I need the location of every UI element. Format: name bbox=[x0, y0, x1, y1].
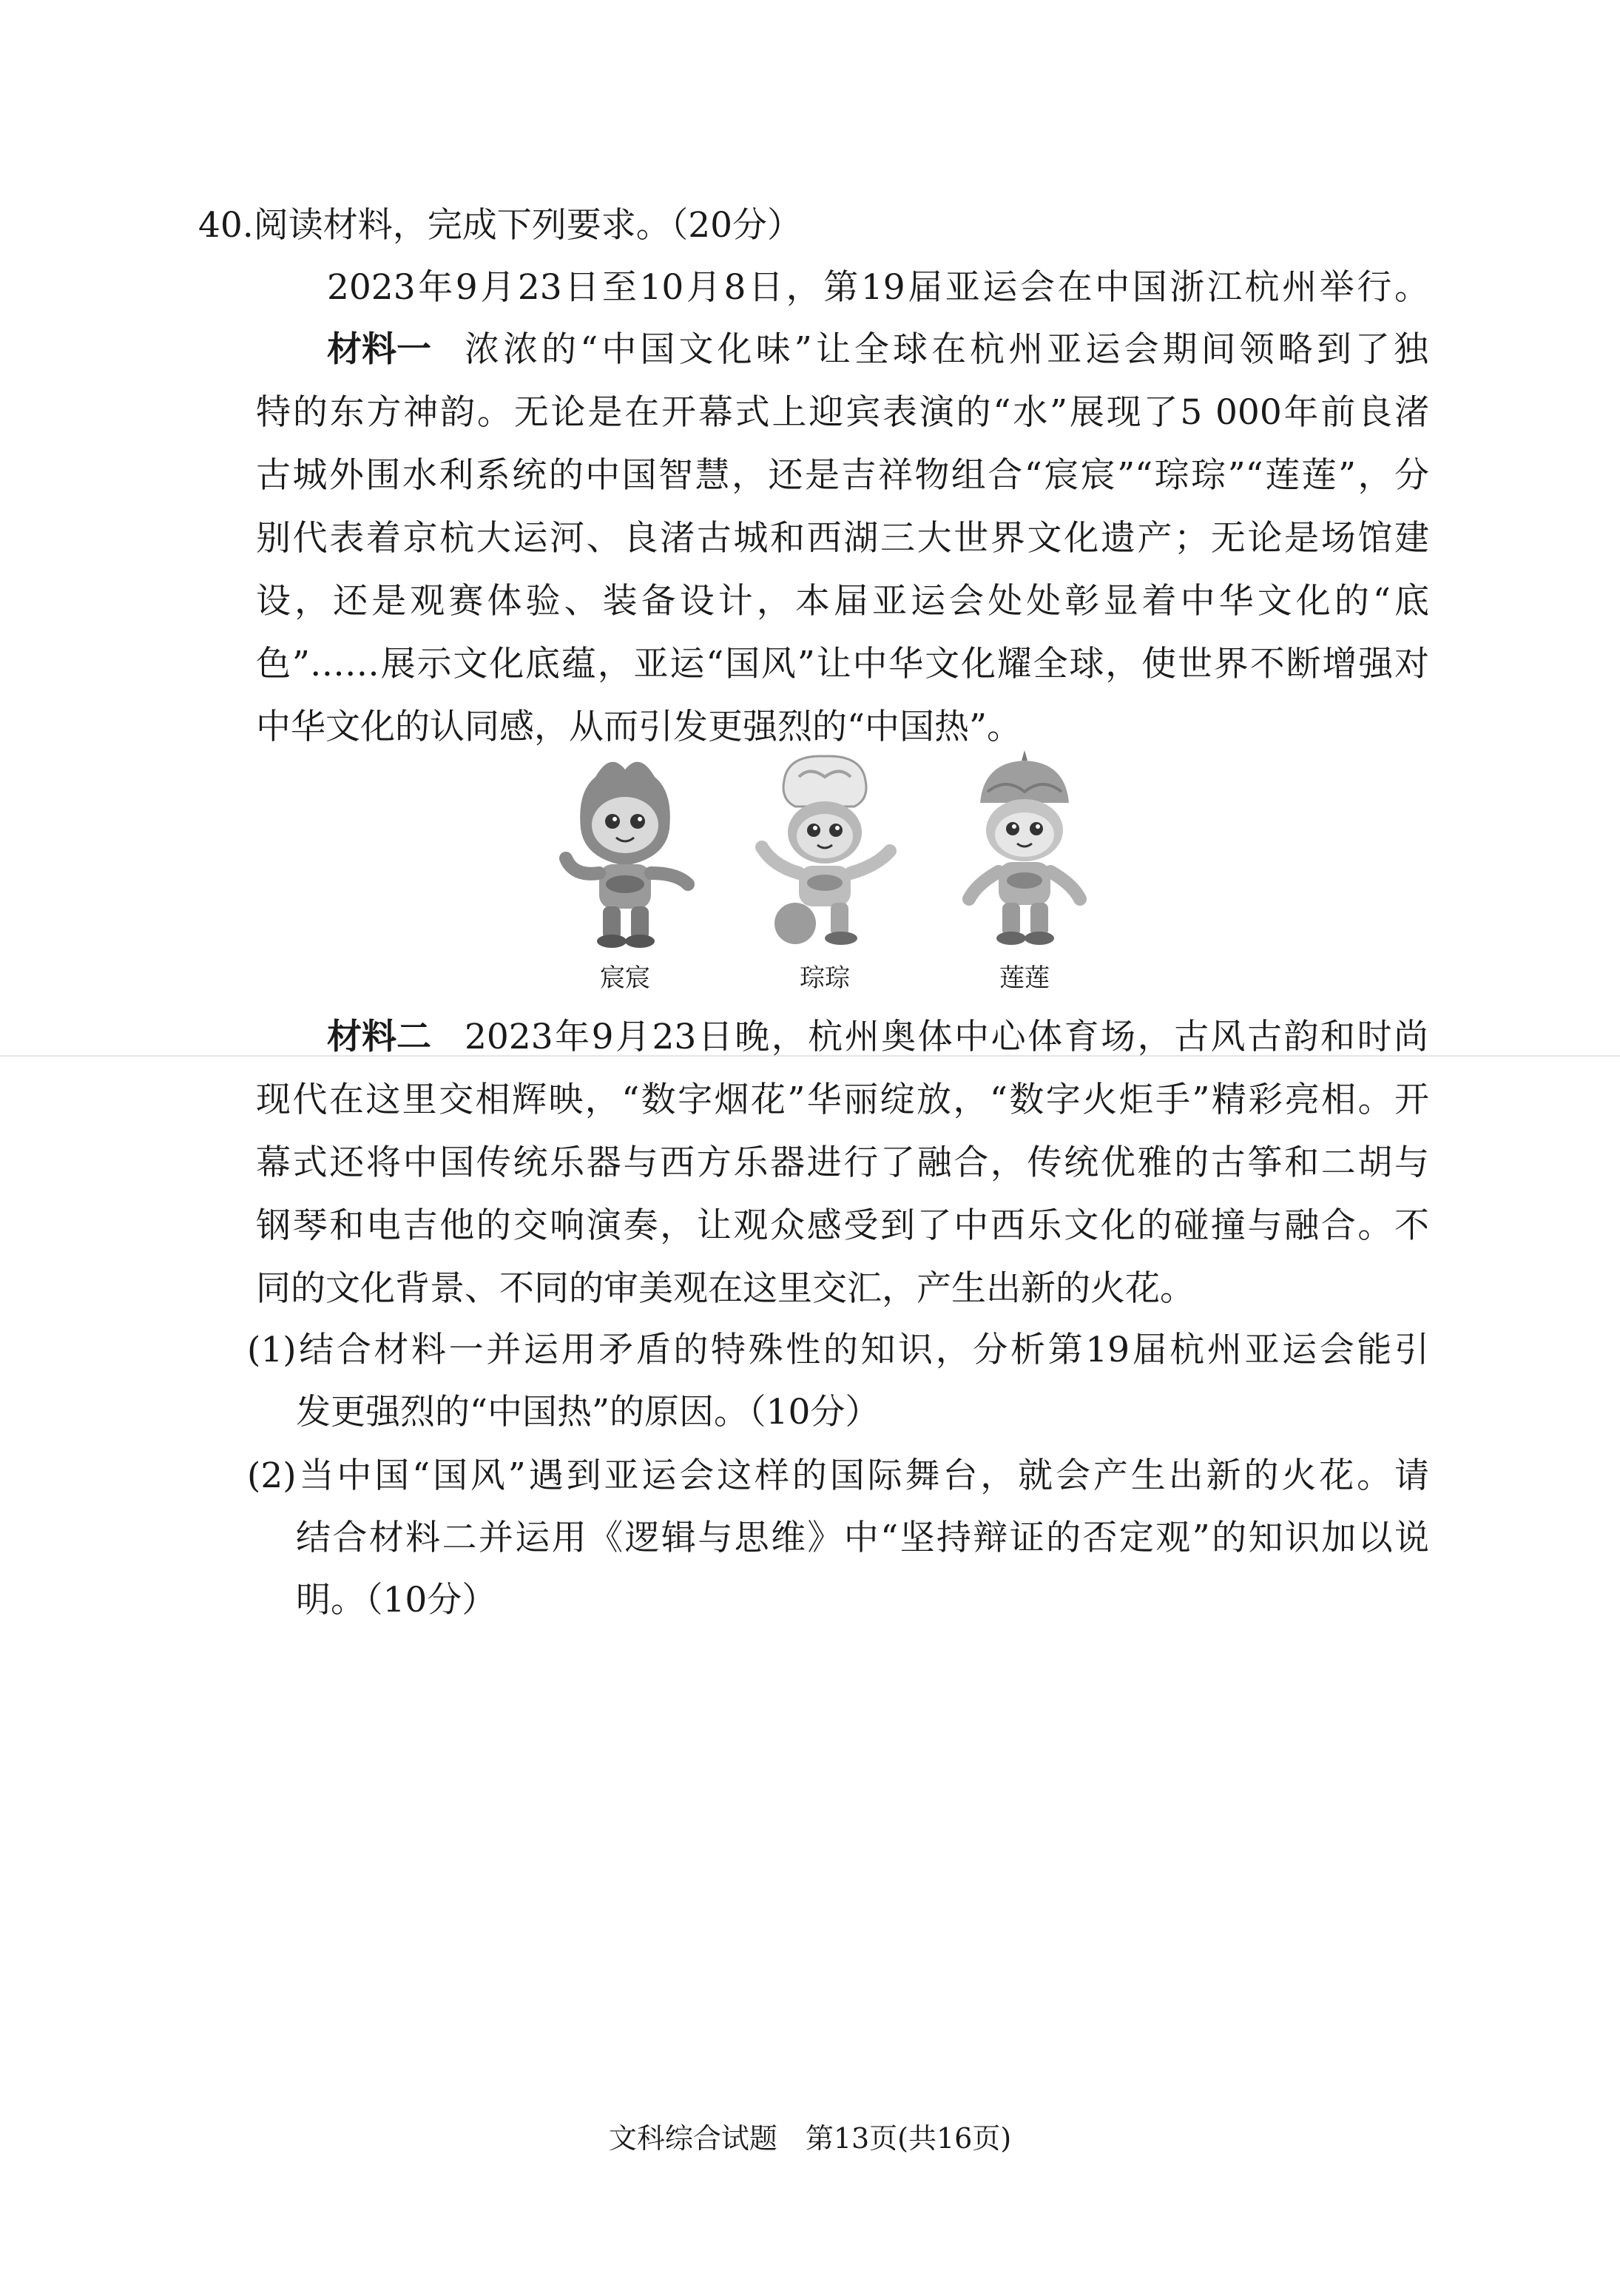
material1-line: 中华文化的认同感，从而引发更强烈的“中国热”。 bbox=[256, 707, 1022, 747]
question-header: 40.阅读材料，完成下列要求。（20分） bbox=[198, 205, 803, 246]
page-footer: 文科综合试题 第13页(共16页) bbox=[608, 2122, 1012, 2155]
material2-line: 现代在这里交相辉映，“数字烟花”华丽绽放，“数字火炬手”精彩亮相。开 bbox=[256, 1080, 1429, 1120]
mascot-lianlian-icon bbox=[943, 747, 1106, 951]
material2-line: 2023年9月23日晚，杭州奥体中心体育场，古风古韵和时尚 bbox=[465, 1017, 1428, 1057]
material2-line: 同的文化背景、不同的审美观在这里交汇，产生出新的火花。 bbox=[256, 1268, 1195, 1309]
material1-line: 设，还是观赛体验、装备设计，本届亚运会处处彰显着中华文化的“底 bbox=[256, 581, 1429, 622]
material2-line: 钢琴和电吉他的交响演奏，让观众感受到了中西乐文化的碰撞与融合。不 bbox=[256, 1205, 1429, 1246]
material1-label: 材料一 bbox=[327, 329, 431, 370]
material1-line: 别代表着京杭大运河、良渚古城和西湖三大世界文化遗产；无论是场馆建 bbox=[256, 518, 1429, 559]
mascot-label-chenchen: 宸宸 bbox=[600, 963, 650, 993]
mascot-label-lianlian: 莲莲 bbox=[999, 963, 1050, 993]
material1-line: 浓浓的“中国文化味”让全球在杭州亚运会期间领略到了独 bbox=[465, 329, 1428, 370]
mascot-figure bbox=[544, 747, 1106, 992]
mascot-label-congcong: 琮琮 bbox=[800, 963, 850, 993]
subquestion-1-line: 发更强烈的“中国热”的原因。（10分） bbox=[296, 1392, 880, 1433]
mascot-congcong-icon bbox=[743, 747, 906, 951]
material2-line: 幕式还将中国传统乐器与西方乐器进行了融合，传统优雅的古筝和二胡与 bbox=[256, 1142, 1429, 1183]
material2-label: 材料二 bbox=[327, 1017, 431, 1057]
material1-line: 色”……展示文化底蕴，亚运“国风”让中华文化耀全球，使世界不断增强对 bbox=[256, 644, 1429, 684]
mascot-chenchen-icon bbox=[544, 747, 706, 951]
subquestion-2-line: 结合材料二并运用《逻辑与思维》中“坚持辩证的否定观”的知识加以说 bbox=[296, 1518, 1429, 1558]
subquestion-1-line: (1)结合材料一并运用矛盾的特殊性的知识，分析第19届杭州亚运会能引 bbox=[247, 1330, 1429, 1370]
subquestion-2-line: (2)当中国“国风”遇到亚运会这样的国际舞台，就会产生出新的火花。请 bbox=[247, 1455, 1429, 1496]
material1-line: 特的东方神韵。无论是在开幕式上迎宾表演的“水”展现了5 000年前良渚 bbox=[256, 392, 1429, 433]
intro-line: 2023年9月23日至10月8日，第19届亚运会在中国浙江杭州举行。 bbox=[327, 267, 1429, 308]
material1-line: 古城外围水利系统的中国智慧，还是吉祥物组合“宸宸”“琮琮”“莲莲”，分 bbox=[256, 455, 1429, 496]
subquestion-2-line: 明。（10分） bbox=[296, 1580, 497, 1620]
